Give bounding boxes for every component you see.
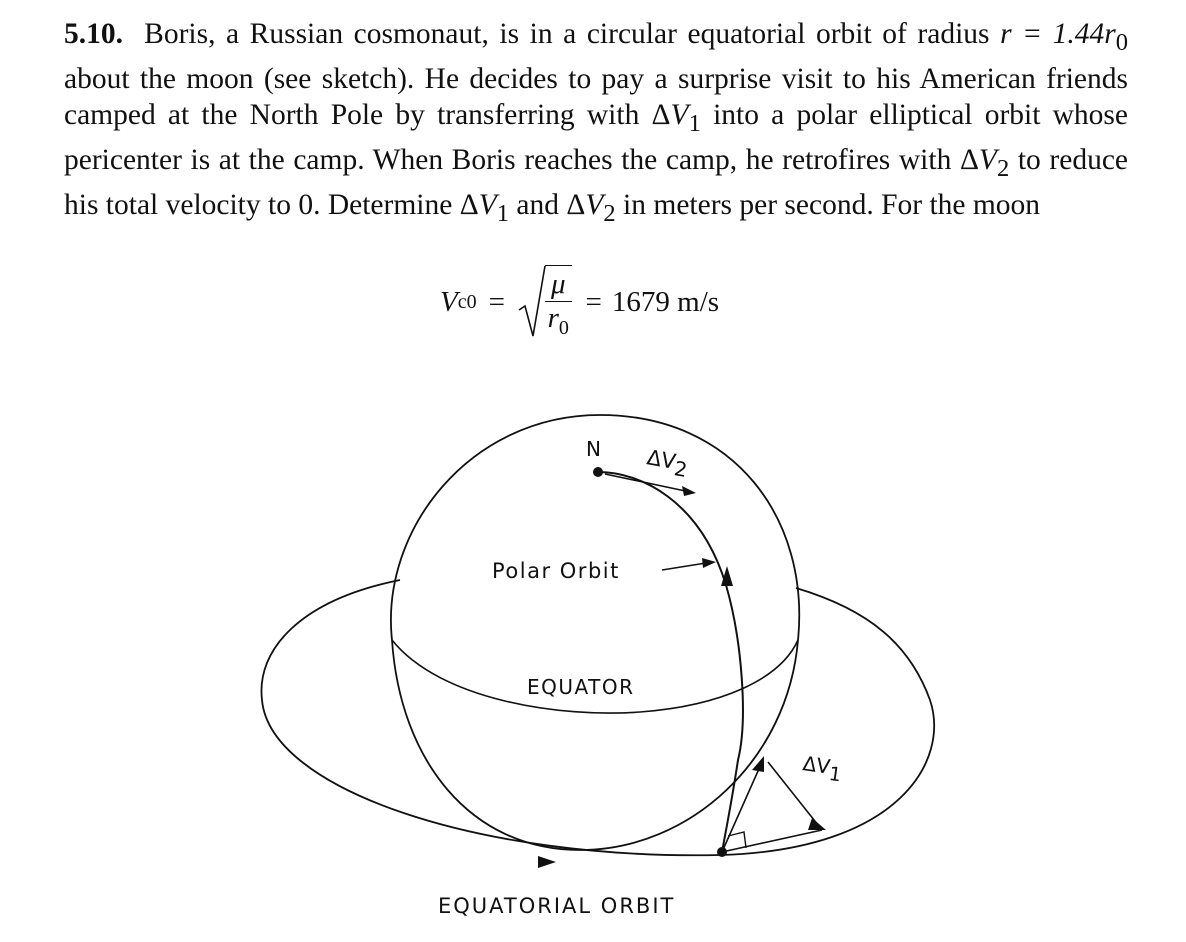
equator-label: EQUATOR [527, 675, 635, 699]
delta-v1-label: ΔV1 [801, 751, 843, 787]
problem-text-and: and [516, 189, 559, 222]
equatorial-orbit-label: EQUATORIAL ORBIT [438, 894, 676, 918]
problem-text-2: into a polar elliptical orbit whose pericenter is at the camp. When Boris reaches the camp, he retrofires with [64, 99, 1129, 177]
delta-v2-arrowhead [682, 486, 696, 496]
delta-v1-symbol: $\Delta V_1$ [651, 99, 701, 138]
moon-sphere [391, 415, 799, 850]
delta-v1-symbol-2: $\Delta V_1$ [459, 189, 510, 228]
problem-lead: Boris, a Russian cosmonaut, is in a circular equatorial orbit of radius [144, 18, 990, 50]
polar-velocity-vector [722, 762, 762, 852]
right-angle-marker [728, 832, 746, 848]
delta-v2-symbol-2: $\Delta V_2$ [566, 189, 616, 228]
radius-expression: r = 1.44r [1000, 18, 1116, 50]
formula-denominator: $r_0$ [547, 301, 569, 339]
north-label: N [586, 437, 601, 461]
problem-text-1: about the moon (see sketch). He decides to pay a surprise visit to his American friends camped at the North Pole by transferring with [64, 63, 1128, 132]
problem-text-3: to reduce his total velocity to 0. Determine [64, 144, 1129, 222]
north-pole-point [593, 467, 603, 477]
circular-velocity-formula: V c0 = $\frac{\mu}{r_0}$ = 1679 m/s [440, 262, 719, 342]
formula-equals-2: = [585, 285, 602, 318]
polar-orbit-pointer [662, 563, 706, 570]
formula-equals-1: = [488, 285, 505, 318]
formula-numerator: μ [545, 268, 572, 302]
problem-number: 5.10. [64, 18, 123, 50]
equatorial-orbit [261, 580, 934, 855]
delta-v2-label: ΔV2 [645, 445, 690, 483]
formula-value: 1679 m/s [611, 285, 720, 318]
equatorial-orbit-direction-arrow [538, 856, 556, 868]
polar-orbit-pointer-head [702, 558, 716, 568]
delta-v2-symbol: $\Delta V_2$ [959, 144, 1010, 183]
formula-lhs: V [440, 285, 458, 318]
problem-text-4: in meters per second. For the moon [623, 189, 1041, 222]
problem-statement: 5.10. Boris, a Russian cosmonaut, is in a circular equatorial orbit of radius $r = 1.44r_0$ about the moon (see sketch). He decides to pay a surprise visit to his American friends camped at the North Pole by transferring with $\Delta V_1$ into a polar elliptical orbit whose pericenter is at the camp. When Boris reaches the camp, he retrofires with $\Delta V_2$ to reduce his total velocity to 0. Determine $\Delta V_1$ and $\Delta V_2$ in meters per second. For the moon [64, 18, 1129, 228]
delta-v1-arrowhead [808, 818, 826, 830]
polar-orbit-label: Polar Orbit [492, 559, 620, 583]
